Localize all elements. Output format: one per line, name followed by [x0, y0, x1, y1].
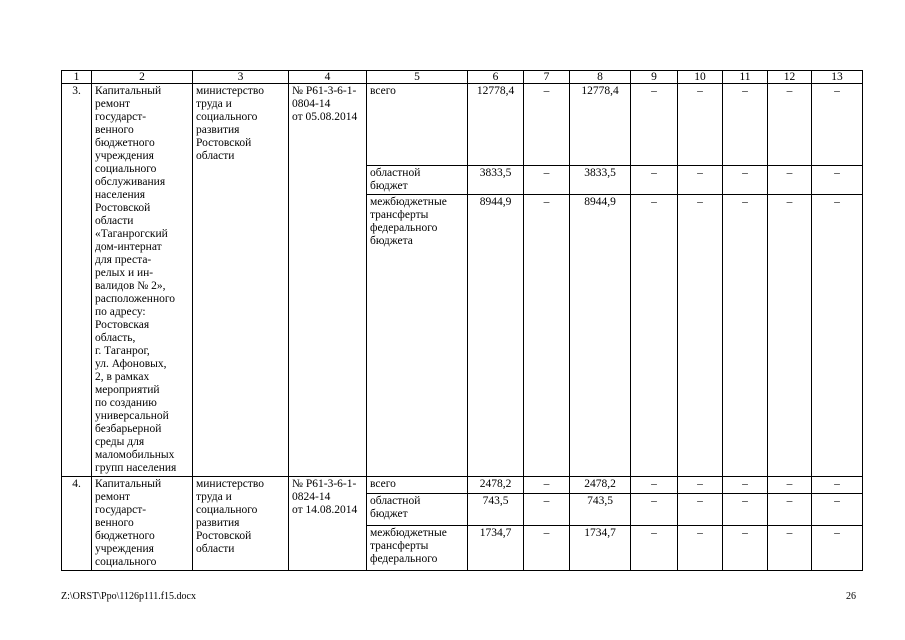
- col-number: 12: [768, 71, 812, 84]
- value-cell: 3833,5: [468, 166, 524, 195]
- value-cell: –: [768, 525, 812, 570]
- value-cell: –: [812, 477, 863, 494]
- value-cell: –: [631, 494, 678, 525]
- value-cell: –: [678, 477, 723, 494]
- value-cell: –: [524, 525, 570, 570]
- value-cell: –: [812, 195, 863, 477]
- funding-source: межбюджетные трансферты федерального: [367, 525, 468, 570]
- value-cell: 12778,4: [468, 84, 524, 166]
- row-index: 3.: [62, 84, 92, 477]
- value-cell: 743,5: [570, 494, 631, 525]
- value-cell: –: [678, 525, 723, 570]
- budget-table: [61, 70, 863, 571]
- funding-source: межбюджетные трансферты федерального бюджета: [367, 195, 468, 477]
- funding-source: областной бюджет: [367, 494, 468, 525]
- value-cell: –: [723, 494, 768, 525]
- value-cell: –: [524, 195, 570, 477]
- table-row: [62, 84, 863, 166]
- value-cell: 3833,5: [570, 166, 631, 195]
- col-number: 10: [678, 71, 723, 84]
- value-cell: 2478,2: [570, 477, 631, 494]
- value-cell: 12778,4: [570, 84, 631, 166]
- funding-source: всего: [367, 84, 468, 166]
- value-cell: –: [723, 84, 768, 166]
- value-cell: –: [812, 494, 863, 525]
- funding-source: всего: [367, 477, 468, 494]
- value-cell: –: [678, 195, 723, 477]
- row-index: 4.: [62, 477, 92, 571]
- col-number: 1: [62, 71, 92, 84]
- value-cell: –: [723, 195, 768, 477]
- value-cell: –: [631, 166, 678, 195]
- value-cell: –: [812, 525, 863, 570]
- value-cell: 1734,7: [468, 525, 524, 570]
- value-cell: 8944,9: [570, 195, 631, 477]
- object-description: Капитальный ремонт государст- венного бюджетного учреждения социального: [92, 477, 193, 571]
- value-cell: –: [631, 477, 678, 494]
- value-cell: –: [812, 166, 863, 195]
- value-cell: –: [631, 84, 678, 166]
- col-number: 7: [524, 71, 570, 84]
- value-cell: –: [723, 525, 768, 570]
- value-cell: –: [768, 195, 812, 477]
- col-number: 9: [631, 71, 678, 84]
- col-number: 11: [723, 71, 768, 84]
- value-cell: 8944,9: [468, 195, 524, 477]
- value-cell: –: [768, 477, 812, 494]
- value-cell: –: [524, 166, 570, 195]
- col-number: 6: [468, 71, 524, 84]
- value-cell: 2478,2: [468, 477, 524, 494]
- value-cell: –: [524, 494, 570, 525]
- document-ref: № Р61-3-6-1- 0824-14 от 14.08.2014: [289, 477, 367, 571]
- table-row: [62, 477, 863, 494]
- document-ref: № Р61-3-6-1- 0804-14 от 05.08.2014: [289, 84, 367, 477]
- value-cell: –: [678, 166, 723, 195]
- col-number: 8: [570, 71, 631, 84]
- value-cell: –: [768, 166, 812, 195]
- agency-name: министерство труда и социального развития Ростовской области: [193, 477, 289, 571]
- col-number: 5: [367, 71, 468, 84]
- col-number: 3: [193, 71, 289, 84]
- footer-file-path: Z:\ORST\Ppo\1126p111.f15.docx: [61, 591, 196, 602]
- col-number: 2: [92, 71, 193, 84]
- value-cell: –: [631, 195, 678, 477]
- col-number: 13: [812, 71, 863, 84]
- funding-source: областной бюджет: [367, 166, 468, 195]
- value-cell: –: [723, 166, 768, 195]
- value-cell: –: [812, 84, 863, 166]
- value-cell: –: [524, 477, 570, 494]
- footer-page-number: 26: [846, 591, 856, 602]
- agency-name: министерство труда и социального развития Ростовской области: [193, 84, 289, 477]
- value-cell: –: [768, 84, 812, 166]
- value-cell: –: [678, 84, 723, 166]
- col-number: 4: [289, 71, 367, 84]
- value-cell: –: [631, 525, 678, 570]
- value-cell: 1734,7: [570, 525, 631, 570]
- object-description: Капитальный ремонт государст- венного бюджетного учреждения социального обслуживания населения Ростовской области «Таганрогский дом-интернат для преста- релых и ин- валидов № 2», расположенного по адресу: Ростовская область, г. Таганрог, ул. Афоновых, 2, в рамках мероприятий по созданию универсальной безбарьерной среды для маломобильных групп населения: [92, 84, 193, 477]
- value-cell: –: [678, 494, 723, 525]
- header-row: [62, 71, 863, 84]
- value-cell: 743,5: [468, 494, 524, 525]
- value-cell: –: [768, 494, 812, 525]
- value-cell: –: [524, 84, 570, 166]
- value-cell: –: [723, 477, 768, 494]
